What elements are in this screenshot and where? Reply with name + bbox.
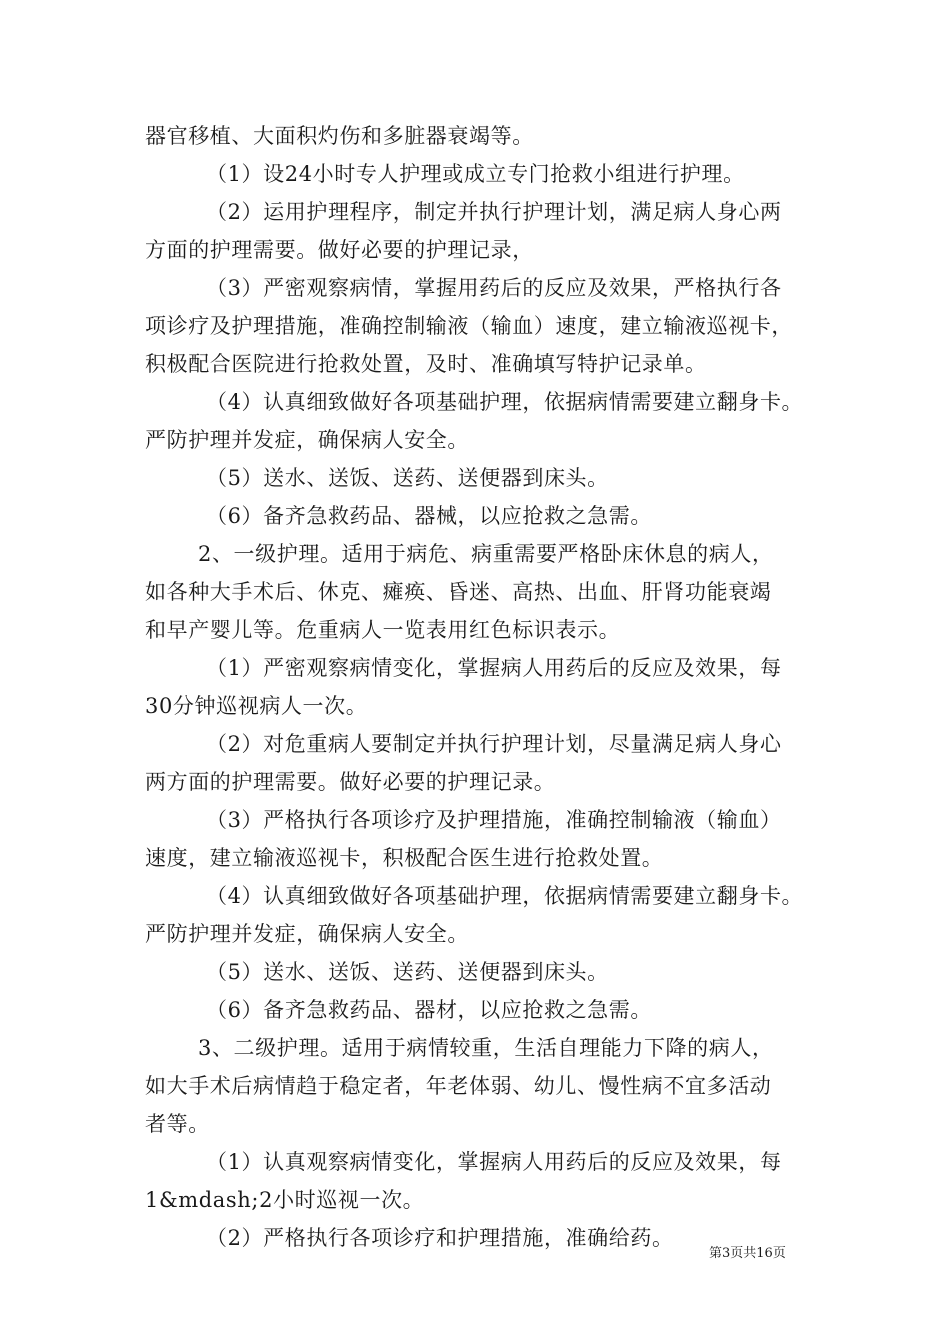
text-line: （1）严密观察病情变化，掌握病人用药后的反应及效果，每 <box>206 656 782 680</box>
text-line: 速度，建立输液巡视卡，积极配合医生进行抢救处置。 <box>145 846 664 870</box>
text-line: （2）对危重病人要制定并执行护理计划，尽量满足病人身心 <box>206 732 782 756</box>
text-line: （3）严密观察病情，掌握用药后的反应及效果，严格执行各 <box>206 276 782 300</box>
text-line: （3）严格执行各项诊疗及护理措施，准确控制输液（输血） <box>206 808 782 832</box>
text-line: 3、二级护理。适用于病情较重，生活自理能力下降的病人， <box>198 1036 774 1060</box>
text-line: 如各种大手术后、休克、瘫痪、昏迷、高热、出血、肝肾功能衰竭 <box>145 580 772 604</box>
text-line: （5）送水、送饭、送药、送便器到床头。 <box>206 960 609 984</box>
text-line: 者等。 <box>145 1112 210 1136</box>
text-line: （1）认真观察病情变化，掌握病人用药后的反应及效果，每 <box>206 1150 782 1174</box>
text-line: （1）设24小时专人护理或成立专门抢救小组进行护理。 <box>206 162 745 186</box>
text-line: 如大手术后病情趋于稳定者，年老体弱、幼儿、慢性病不宜多活动 <box>145 1074 772 1098</box>
text-line: 1&mdash;2小时巡视一次。 <box>145 1188 425 1212</box>
text-line: 方面的护理需要。做好必要的护理记录， <box>145 238 534 262</box>
text-line: （2）运用护理程序，制定并执行护理计划，满足病人身心两 <box>206 200 782 224</box>
text-line: （6）备齐急救药品、器械，以应抢救之急需。 <box>206 504 652 528</box>
text-line: （2）严格执行各项诊疗和护理措施，准确给药。 <box>206 1226 674 1250</box>
text-line: 2、一级护理。适用于病危、病重需要严格卧床休息的病人， <box>198 542 774 566</box>
text-line: 严防护理并发症，确保病人安全。 <box>145 922 469 946</box>
text-line: （4）认真细致做好各项基础护理，依据病情需要建立翻身卡。 <box>206 390 804 414</box>
text-line: 两方面的护理需要。做好必要的护理记录。 <box>145 770 556 794</box>
text-line: 和早产婴儿等。危重病人一览表用红色标识表示。 <box>145 618 621 642</box>
text-line: 严防护理并发症，确保病人安全。 <box>145 428 469 452</box>
text-line: 项诊疗及护理措施，准确控制输液（输血）速度，建立输液巡视卡， <box>145 314 793 338</box>
page-number: 第3页共16页 <box>709 1246 786 1261</box>
text-line: 30分钟巡视病人一次。 <box>145 694 368 718</box>
text-line: 积极配合医院进行抢救处置，及时、准确填写特护记录单。 <box>145 352 707 376</box>
text-line: （4）认真细致做好各项基础护理，依据病情需要建立翻身卡。 <box>206 884 804 908</box>
text-line: 器官移植、大面积灼伤和多脏器衰竭等。 <box>145 124 534 148</box>
text-line: （5）送水、送饭、送药、送便器到床头。 <box>206 466 609 490</box>
text-line: （6）备齐急救药品、器材，以应抢救之急需。 <box>206 998 652 1022</box>
